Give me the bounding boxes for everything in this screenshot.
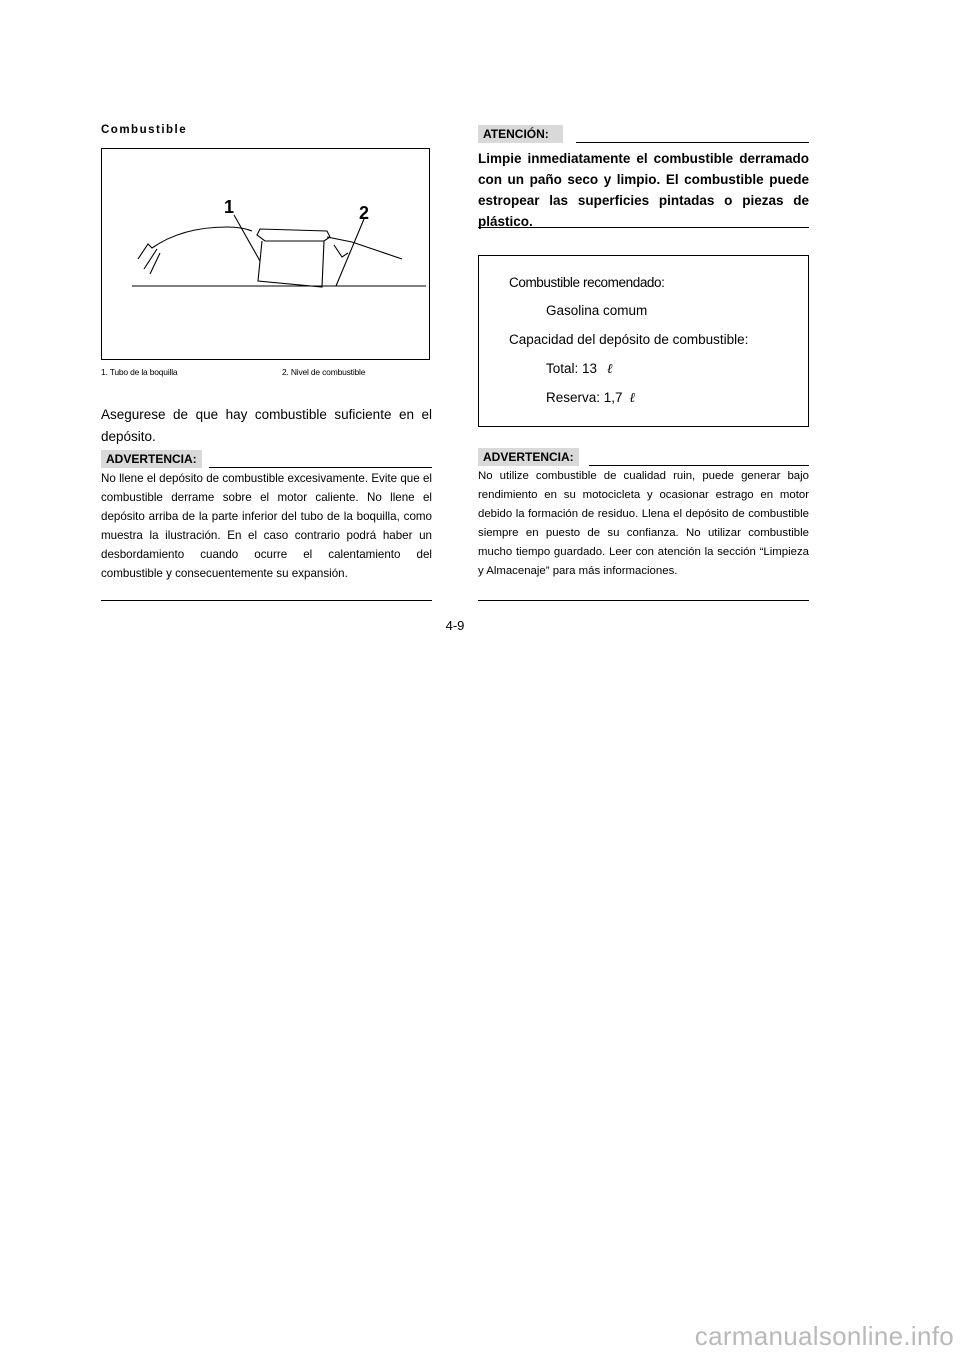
fuel-tank-drawing [102,149,431,361]
attention-tag: ATENCIÓN: [478,125,563,143]
tank-edge [334,245,348,257]
right-warning-text: No utilize combustible de cualidad ruin, puede generar bajo rendimiento en su motocicleta y ocasionar estrago en motor debido la formación de residuo. Llena el depósito de combustible siempre en puesto de su confianza. No utilizar combustible mucho tiempo guardado. Leer con atención la sección “Limpieza y Almacenaje” para más informaciones. [478,470,809,577]
attention-bottom-rule [478,227,809,228]
figure-caption-2: 2. Nivel de combustible [282,367,366,377]
callout-2-leader [336,219,364,286]
spec-total-value: Total: 13 [546,361,598,376]
fuel-spec-box [478,255,809,427]
warning-tag: ADVERTENCIA: [478,448,579,466]
intro-paragraph: Asegurese de que hay combustible suficiente en el depósito. [101,407,432,444]
callout-1-leader [234,215,260,261]
left-warning-bottom-rule [101,600,432,601]
watermark[interactable]: carmanualsonline.info [694,1321,954,1351]
tank-outline [138,227,252,259]
warning-tag: ADVERTENCIA: [101,450,202,468]
callout-1: 1 [224,197,235,217]
warning-tag-rule [589,465,809,466]
page-number: 4-9 [445,618,465,633]
attention-header [478,125,809,145]
right-warning-bottom-rule [478,600,809,601]
filler-neck [258,241,324,287]
left-warning-text: No llene el depósito de combustible excesivamente. Evite que el combustible derrame sobre el motor caliente. No llene el depósito arriba de la parte inferior del tubo de la boquilla, como muestra la ilustración. En el caso contrario podrá haber un desbordamiento cuando ocurre el calentamiento del combustible y consecuentemente su expansión. [101,472,432,580]
spec-recommended-label: Combustible recomendado: [509,275,665,290]
section-title: Combustible [101,124,188,136]
liter-unit-symbol: ℓ [606,361,613,377]
spec-reserve [546,390,635,406]
warning-tag-rule [209,467,432,468]
tank-outline-inner2 [144,249,157,269]
callout-2: 2 [359,203,370,223]
filler-cap [257,229,330,241]
tank-outline-inner [150,253,160,274]
attention-tag-rule [576,142,809,143]
spec-recommended-value: Gasolina comum [546,303,648,318]
attention-text: Limpie inmediatamente el combustible derramado con un paño seco y limpio. El combustible puede estropear las superficies pintadas o piezas de plástico. [478,151,809,229]
right-warning-header [478,448,809,468]
liter-unit-symbol: ℓ [629,390,635,406]
spec-capacity-label: Capacidad del depósito de combustible: [509,332,749,347]
tank-outline-right [327,237,402,259]
fuel-tank-illustration [101,148,430,360]
spec-reserve-value: Reserva: 1,7 [546,390,623,405]
spec-total [546,361,612,377]
left-warning-header [101,450,432,470]
figure-caption-1: 1. Tubo de la boquilla [101,367,178,377]
